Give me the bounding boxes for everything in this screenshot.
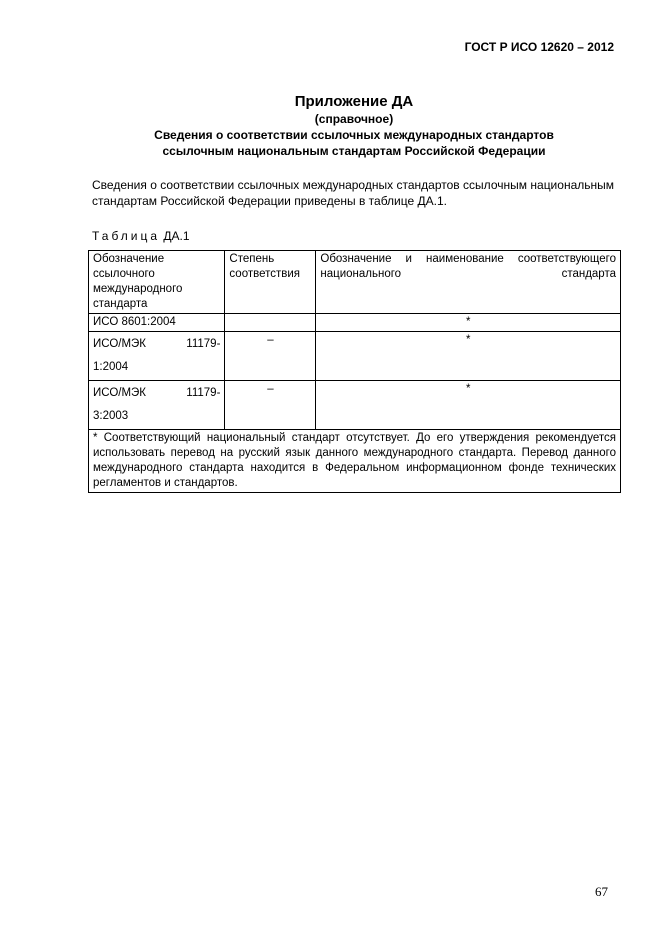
appendix-heading-line-1: Сведения о соответствии ссылочных международных стандартов — [154, 128, 554, 142]
header-designation: Обозначение ссылочного международного стандарта — [89, 251, 225, 314]
row-national-standard: * — [316, 314, 621, 332]
appendix-title: Приложение ДА — [294, 93, 414, 110]
appendix-title-block — [88, 92, 620, 159]
table-header-row — [89, 251, 621, 314]
row-designation-part1: ИСО/МЭК 11179- — [93, 338, 221, 350]
row-national-standard: * — [316, 381, 621, 430]
table-row — [89, 381, 621, 430]
row-degree: – — [225, 381, 316, 430]
row-designation: ИСО 8601:2004 — [89, 314, 225, 332]
row-designation — [89, 381, 225, 430]
appendix-subtitle: (справочное) — [314, 112, 394, 126]
table-label-word: Таблица — [92, 229, 161, 243]
table-row — [89, 332, 621, 381]
row-designation — [89, 332, 225, 381]
table-label-number: ДА.1 — [163, 229, 190, 243]
appendix-heading-line-2: ссылочным национальным стандартам Российской Федерации — [162, 144, 546, 158]
intro-paragraph: Сведения о соответствии ссылочных международных стандартов ссылочным национальным стандартам Российской Федерации приведены в таблице ДА.1. — [92, 178, 614, 208]
row-designation-part2: 1:2004 — [93, 361, 129, 373]
table-row — [89, 314, 621, 332]
table-label — [92, 229, 190, 243]
table-footnote: * Соответствующий национальный стандарт отсутствует. До его утверждения рекомендуется использовать перевод на русский язык данного международного стандарта. Перевод данного международного стандарта находится в Федеральном информационном фонде технических регламентов и стандартов. — [89, 430, 621, 493]
row-designation-part2: 3:2003 — [93, 410, 129, 422]
header-degree: Степень соответствия — [225, 251, 316, 314]
row-national-standard: * — [316, 332, 621, 381]
table-footnote-row — [89, 430, 621, 493]
standard-code-header: ГОСТ Р ИСО 12620 – 2012 — [464, 40, 614, 54]
header-national-standard: Обозначение и наименование соответствующего национального стандарта — [316, 251, 621, 314]
correspondence-table — [88, 250, 621, 493]
row-designation-part1: ИСО/МЭК 11179- — [93, 387, 221, 399]
row-degree — [225, 314, 316, 332]
row-degree: – — [225, 332, 316, 381]
page-number: 67 — [595, 884, 608, 899]
